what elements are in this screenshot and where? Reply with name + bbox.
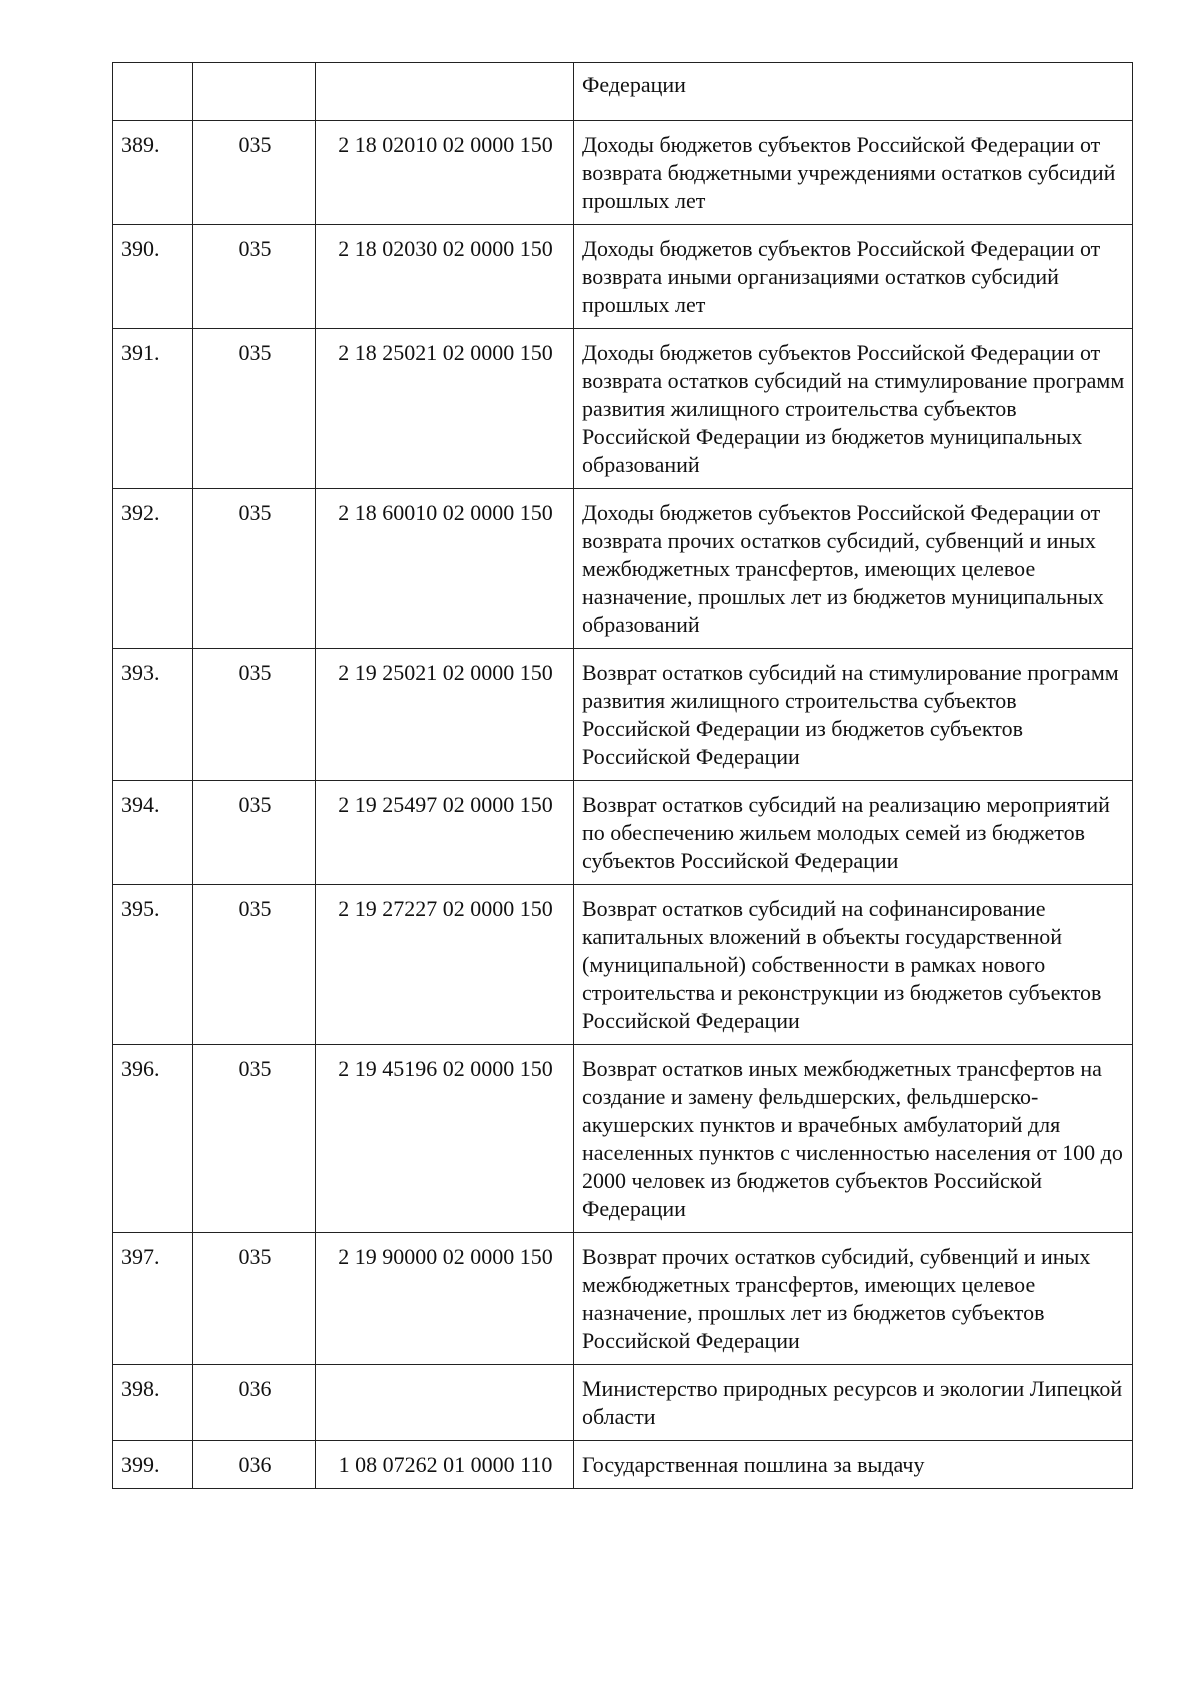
row-number-cell: 396. (113, 1045, 193, 1233)
description-cell: Возврат прочих остатков субсидий, субвенций и иных межбюджетных трансфертов, имеющих целевое назначение, прошлых лет из бюджетов субъектов Российской Федерации (574, 1233, 1133, 1365)
description-cell: Государственная пошлина за выдачу (574, 1441, 1133, 1489)
description-cell: Доходы бюджетов субъектов Российской Федерации от возврата прочих остатков субсидий, субвенций и иных межбюджетных трансфертов, имеющих целевое назначение, прошлых лет из бюджетов муниципальных образований (574, 489, 1133, 649)
admin-code-cell: 035 (193, 649, 316, 781)
budget-code-cell: 2 18 60010 02 0000 150 (316, 489, 574, 649)
row-number-cell: 399. (113, 1441, 193, 1489)
table-row (113, 489, 1133, 649)
budget-code-cell: 2 19 45196 02 0000 150 (316, 1045, 574, 1233)
table-row (113, 1045, 1133, 1233)
row-number-cell: 390. (113, 225, 193, 329)
admin-code-cell: 035 (193, 329, 316, 489)
description-cell: Доходы бюджетов субъектов Российской Федерации от возврата иными организациями остатков субсидий прошлых лет (574, 225, 1133, 329)
description-cell: Возврат остатков субсидий на реализацию мероприятий по обеспечению жильем молодых семей из бюджетов субъектов Российской Федерации (574, 781, 1133, 885)
document-page (112, 62, 1132, 1489)
budget-code-cell: 2 19 27227 02 0000 150 (316, 885, 574, 1045)
description-cell: Возврат остатков иных межбюджетных трансфертов на создание и замену фельдшерских, фельдшерско-акушерских пунктов и врачебных амбулаторий для населенных пунктов с численностью населения от 100 до 2000 человек из бюджетов субъектов Российской Федерации (574, 1045, 1133, 1233)
table-row (113, 329, 1133, 489)
row-number-cell: 391. (113, 329, 193, 489)
description-cell: Федерации (574, 63, 1133, 121)
table-row (113, 1441, 1133, 1489)
table-row (113, 1233, 1133, 1365)
admin-code-cell: 035 (193, 1045, 316, 1233)
admin-code-cell: 035 (193, 489, 316, 649)
admin-code-cell: 036 (193, 1441, 316, 1489)
description-cell: Возврат остатков субсидий на стимулирование программ развития жилищного строительства субъектов Российской Федерации из бюджетов субъектов Российской Федерации (574, 649, 1133, 781)
budget-code-cell: 2 19 25497 02 0000 150 (316, 781, 574, 885)
table-row (113, 1365, 1133, 1441)
description-cell: Министерство природных ресурсов и экологии Липецкой области (574, 1365, 1133, 1441)
table-row (113, 225, 1133, 329)
row-number-cell: 394. (113, 781, 193, 885)
admin-code-cell: 035 (193, 121, 316, 225)
admin-code-cell: 035 (193, 225, 316, 329)
budget-code-cell: 2 18 02030 02 0000 150 (316, 225, 574, 329)
row-number-cell: 397. (113, 1233, 193, 1365)
row-number-cell: 398. (113, 1365, 193, 1441)
row-number-cell (113, 63, 193, 121)
row-number-cell: 393. (113, 649, 193, 781)
revenue-codes-table (112, 62, 1133, 1489)
table-row (113, 63, 1133, 121)
budget-code-cell: 1 08 07262 01 0000 110 (316, 1441, 574, 1489)
admin-code-cell: 035 (193, 1233, 316, 1365)
budget-code-cell (316, 63, 574, 121)
admin-code-cell: 035 (193, 885, 316, 1045)
budget-code-cell: 2 18 02010 02 0000 150 (316, 121, 574, 225)
admin-code-cell: 035 (193, 781, 316, 885)
table-row (113, 885, 1133, 1045)
table-row (113, 649, 1133, 781)
row-number-cell: 392. (113, 489, 193, 649)
table-row (113, 121, 1133, 225)
description-cell: Доходы бюджетов субъектов Российской Федерации от возврата бюджетными учреждениями остатков субсидий прошлых лет (574, 121, 1133, 225)
budget-code-cell: 2 19 25021 02 0000 150 (316, 649, 574, 781)
admin-code-cell (193, 63, 316, 121)
budget-code-cell (316, 1365, 574, 1441)
table-row (113, 781, 1133, 885)
description-cell: Возврат остатков субсидий на софинансирование капитальных вложений в объекты государственной (муниципальной) собственности в рамках нового строительства и реконструкции из бюджетов субъектов Российской Федерации (574, 885, 1133, 1045)
row-number-cell: 389. (113, 121, 193, 225)
description-cell: Доходы бюджетов субъектов Российской Федерации от возврата остатков субсидий на стимулирование программ развития жилищного строительства субъектов Российской Федерации из бюджетов муниципальных образований (574, 329, 1133, 489)
budget-code-cell: 2 19 90000 02 0000 150 (316, 1233, 574, 1365)
budget-code-cell: 2 18 25021 02 0000 150 (316, 329, 574, 489)
admin-code-cell: 036 (193, 1365, 316, 1441)
row-number-cell: 395. (113, 885, 193, 1045)
